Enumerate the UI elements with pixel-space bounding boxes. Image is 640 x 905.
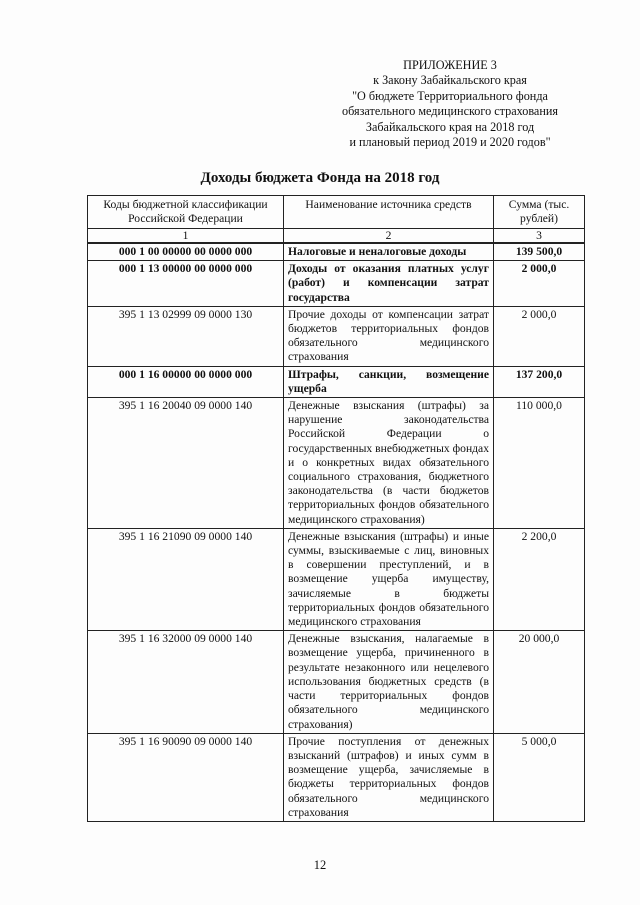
source-name-cell: Денежные взыскания, налагаемые в возмещение ущерба, причиненного в результате незаконного или нецелевого использования бюджетных средств (в части территориальных фондов обязательного медицинского страхования) [284, 631, 494, 733]
table-row [88, 733, 585, 821]
appendix-line: к Закону Забайкальского края [373, 73, 527, 88]
appendix-line: Забайкальского края на 2018 год [365, 119, 535, 134]
header-source-name: Наименование источника средств [284, 196, 494, 229]
header-codes: Коды бюджетной классификации Российской Федерации [88, 196, 284, 229]
column-number-row [88, 229, 585, 244]
source-name-cell: Денежные взыскания (штрафы) и иные суммы, взыскиваемые с лиц, виновных в совершении преступлений, и в возмещение ущерба имуществу, зачисляемые в бюджеты территориальных фондов обязательного медицинского страхования [284, 528, 494, 630]
appendix-line: обязательного медицинского страхования [342, 104, 558, 119]
budget-code-cell: 395 1 13 02999 09 0000 130 [88, 306, 284, 366]
source-name-cell: Денежные взыскания (штрафы) за нарушение законодательства Российской Федерации о государственных внебюджетных фондах и о конкретных видах обязательного социального страхования, бюджетного законодательства (в части бюджетов территориальных фондов обязательного медицинского страхования) [284, 398, 494, 529]
appendix-line: "О бюджете Территориального фонда [352, 88, 548, 103]
amount-cell: 2 000,0 [494, 306, 585, 366]
table-row [88, 631, 585, 733]
amount-cell: 20 000,0 [494, 631, 585, 733]
table-row [88, 306, 585, 366]
source-name-cell: Прочие поступления от денежных взысканий (штрафов) и иных сумм в возмещение ущерба, зачисляемые в бюджеты территориальных фондов обязательного медицинского страхования [284, 733, 494, 821]
table-row [88, 528, 585, 630]
source-name-cell: Доходы от оказания платных услуг (работ) и компенсации затрат государства [284, 261, 494, 307]
source-name-cell: Штрафы, санкции, возмещение ущерба [284, 366, 494, 397]
appendix-line: ПРИЛОЖЕНИЕ 3 [403, 58, 497, 72]
budget-code-cell: 395 1 16 32000 09 0000 140 [88, 631, 284, 733]
budget-code-cell: 395 1 16 21090 09 0000 140 [88, 528, 284, 630]
amount-cell: 2 000,0 [494, 261, 585, 307]
document-title: Доходы бюджета Фонда на 2018 год [200, 170, 440, 186]
amount-cell: 5 000,0 [494, 733, 585, 821]
header-amount: Сумма (тыс. рублей) [494, 196, 585, 229]
budget-code-cell: 000 1 16 00000 00 0000 000 [88, 366, 284, 397]
appendix-line: и плановый период 2019 и 2020 годов" [349, 135, 551, 150]
page-number: 12 [313, 858, 327, 872]
budget-code-cell: 000 1 13 00000 00 0000 000 [88, 261, 284, 307]
column-number: 3 [494, 229, 585, 244]
budget-code-cell: 395 1 16 20040 09 0000 140 [88, 398, 284, 529]
table-row [88, 398, 585, 529]
budget-code-cell: 395 1 16 90090 09 0000 140 [88, 733, 284, 821]
column-number: 1 [88, 229, 284, 244]
table-header-row [88, 196, 585, 229]
table-row [88, 243, 585, 261]
appendix-heading [300, 58, 600, 150]
revenue-table [87, 195, 585, 822]
amount-cell: 137 200,0 [494, 366, 585, 397]
budget-code-cell: 000 1 00 00000 00 0000 000 [88, 243, 284, 261]
amount-cell: 2 200,0 [494, 528, 585, 630]
table-row [88, 261, 585, 307]
source-name-cell: Прочие доходы от компенсации затрат бюджетов территориальных фондов обязательного медицинского страхования [284, 306, 494, 366]
amount-cell: 110 000,0 [494, 398, 585, 529]
amount-cell: 139 500,0 [494, 243, 585, 261]
source-name-cell: Налоговые и неналоговые доходы [284, 243, 494, 261]
column-number: 2 [284, 229, 494, 244]
table-row [88, 366, 585, 397]
